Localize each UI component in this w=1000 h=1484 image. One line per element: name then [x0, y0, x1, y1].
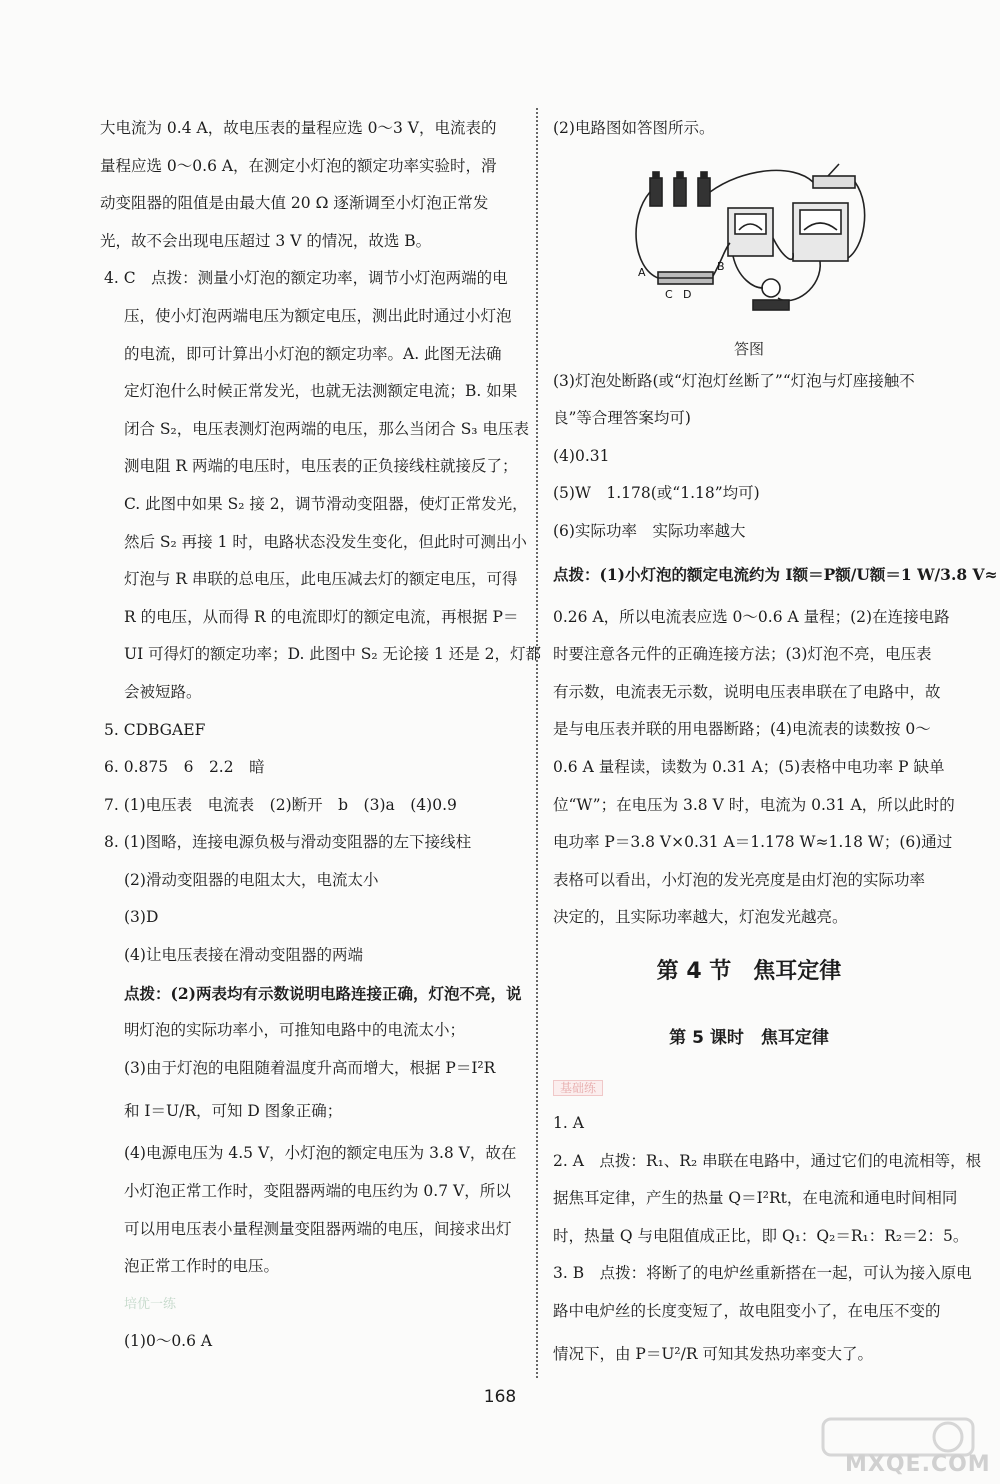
- text-line: 明灯泡的实际功率小，可推知电路中的电流太小；: [124, 1021, 466, 1040]
- text-line: 是与电压表并联的用电器断路；(4)电流表的读数按 0～: [553, 720, 931, 739]
- text-line: 光，故不会出现电压超过 3 V 的情况，故选 B。: [100, 231, 432, 250]
- text-line: 定灯泡什么时候正常发光，也就无法测额定电流；B. 如果: [124, 382, 518, 401]
- text-line: (3)灯泡处断路(或“灯泡灯丝断了”“灯泡与灯座接触不: [553, 371, 915, 390]
- answer-item-1: 1. A: [553, 1113, 584, 1132]
- text-line: 路中电炉丝的长度变短了，故电阻变小了，在电压不变的: [553, 1301, 941, 1320]
- text-line: C. 此图中如果 S₂ 接 2，调节滑动变阻器，使灯正常发光，: [124, 494, 528, 513]
- text-line: (6)实际功率 实际功率越大: [553, 521, 746, 540]
- watermark-text: MXQE.COM: [845, 1452, 991, 1477]
- text-line: 位“W”；在电压为 3.8 V 时，电流为 0.31 A，所以此时的: [553, 795, 955, 814]
- page-number: 168: [483, 1387, 517, 1407]
- circuit-diagram: [633, 158, 873, 333]
- text-line: 和 I＝U/R，可知 D 图象正确；: [124, 1102, 343, 1121]
- basic-exercise-stamp: 基础练: [553, 1080, 603, 1096]
- text-line: 0.26 A，所以电流表应选 0～0.6 A 量程；(2)在连接电路: [553, 607, 950, 626]
- text-line: (5)W 1.178(或“1.18”均可): [553, 484, 760, 503]
- hint-line: 点拨：(2)两表均有示数说明电路连接正确，灯泡不亮，说: [124, 983, 522, 1003]
- text-line: (3)由于灯泡的电阻随着温度升高而增大，根据 P＝I²R: [124, 1058, 496, 1077]
- terminal-label-c: C: [665, 287, 673, 301]
- text-line: 闭合 S₂，电压表测灯泡两端的电压，那么当闭合 S₃ 电压表: [124, 419, 529, 438]
- circuit-figure: [553, 148, 945, 363]
- answer-item-2: 2. A 点拨：R₁、R₂ 串联在电路中，通过它们的电流相等，根: [553, 1151, 982, 1170]
- text-line: 压，使小灯泡两端电压为额定电压，测出此时通过小灯泡: [124, 306, 512, 325]
- text-line: (2)电路图如答图所示。: [553, 119, 715, 137]
- text-line: 泡正常工作时的电压。: [124, 1257, 280, 1276]
- text-line: (4)电源电压为 4.5 V，小灯泡的额定电压为 3.8 V，故在: [124, 1144, 517, 1163]
- answer-item-3: 3. B 点拨：将断了的电炉丝重新搭在一起，可认为接入原电: [553, 1264, 972, 1283]
- text-line: 的电流，即可计算出小灯泡的额定功率。A. 此图无法确: [124, 344, 502, 363]
- lesson-title: 第 5 课时 焦耳定律: [669, 1027, 829, 1048]
- text-line: 良”等合理答案均可): [553, 409, 691, 428]
- answer-item-6: 6. 0.875 6 2.2 暗: [104, 758, 265, 777]
- text-line: 表格可以看出，小灯泡的发光亮度是由灯泡的实际功率: [553, 870, 926, 889]
- section-label-faint: 培优一练: [124, 1296, 177, 1312]
- right-column: [553, 110, 998, 1378]
- text-line: 时要注意各元件的正确连接方法；(3)灯泡不亮，电压表: [553, 645, 932, 664]
- text-line: 量程应选 0～0.6 A，在测定小灯泡的额定功率实验时，滑: [100, 156, 497, 175]
- terminal-label-a: A: [638, 265, 646, 279]
- figure-caption: 答图: [733, 339, 764, 358]
- terminal-label-d: D: [683, 287, 692, 301]
- text-line: (4)让电压表接在滑动变阻器的两端: [124, 946, 363, 965]
- left-column: [100, 110, 542, 1361]
- terminal-label-b: B: [717, 259, 725, 273]
- text-line: R 的电压，从而得 R 的电流即灯的额定电流，再根据 P＝: [124, 607, 519, 626]
- text-line: 电功率 P＝3.8 V×0.31 A＝1.178 W≈1.18 W；(6)通过: [553, 833, 953, 852]
- text-line: 动变阻器的阻值是由最大值 20 Ω 逐渐调至小灯泡正常发: [100, 194, 489, 213]
- text-line: 时，热量 Q 与电阻值成正比，即 Q₁：Q₂＝R₁：R₂＝2：5。: [553, 1226, 969, 1245]
- answer-item-7: 7. (1)电压表 电流表 (2)断开 b (3)a (4)0.9: [104, 795, 457, 814]
- text-line: 有示数，电流表无示数，说明电压表串联在了电路中，故: [553, 682, 941, 701]
- text-line: 决定的，且实际功率越大，灯泡发光越亮。: [553, 908, 848, 927]
- text-line: 情况下，由 P＝U²/R 可知其发热功率变大了。: [553, 1345, 873, 1364]
- exercise-label-row: [553, 1069, 945, 1105]
- text-line: 会被短路。: [124, 682, 202, 701]
- text-line: (2)滑动变阻器的电阻太大，电流太小: [124, 870, 379, 889]
- text-line: UI 可得灯的额定功率；D. 此图中 S₂ 无论接 1 还是 2，灯都: [124, 645, 542, 664]
- answer-item-5: 5. CDBGAEF: [104, 720, 206, 739]
- text-line: 然后 S₂ 再接 1 时，电路状态没发生变化，但此时可测出小: [124, 532, 527, 551]
- text-line: (4)0.31: [553, 446, 610, 465]
- text-line: (3)D: [124, 908, 159, 927]
- text-line: 0.6 A 量程读，读数为 0.31 A；(5)表格中电功率 P 缺单: [553, 757, 945, 776]
- answer-item-4: 4. C 点拨：测量小灯泡的额定功率，调节小灯泡两端的电: [104, 269, 508, 288]
- text-line: 据焦耳定律，产生的热量 Q＝I²Rt，在电流和通电时间相同: [553, 1189, 958, 1208]
- text-line: 大电流为 0.4 A，故电压表的量程应选 0～3 V，电流表的: [100, 119, 497, 137]
- text-line: 测电阻 R 两端的电压时，电压表的正负接线柱就接反了；: [124, 457, 518, 476]
- text-line: 灯泡与 R 串联的总电压，此电压减去灯的额定电压，可得: [124, 570, 518, 589]
- text-line: (1)0～0.6 A: [124, 1332, 213, 1351]
- section-title: 第 4 节 焦耳定律: [656, 958, 842, 984]
- text-line: 可以用电压表小量程测量变阻器两端的电压，间接求出灯: [124, 1219, 512, 1238]
- column-divider: [536, 108, 538, 1378]
- hint-line: 点拨：(1)小灯泡的额定电流约为 I额＝P额/U额＝1 W/3.8 V≈: [553, 564, 998, 584]
- text-line: 小灯泡正常工作时，变阻器两端的电压约为 0.7 V，所以: [124, 1182, 511, 1201]
- answer-item-8: 8. (1)图略，连接电源负极与滑动变阻器的左下接线柱: [104, 833, 472, 852]
